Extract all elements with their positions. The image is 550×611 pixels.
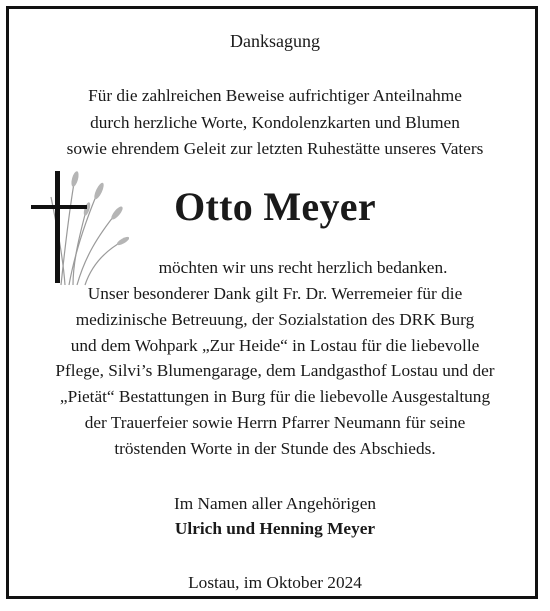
intro-line-3: sowie ehrendem Geleit zur letzten Ruhestätte unseres Vaters [66, 139, 484, 158]
deceased-name: Otto Meyer [174, 184, 376, 229]
place-date: Lostau, im Oktober 2024 [188, 573, 362, 592]
body-line-4: und dem Wohpark „Zur Heide“ in Lostau für die liebevolle [70, 336, 480, 355]
body-line-3: medizinische Betreuung, der Sozialstation des DRK Burg [75, 310, 475, 329]
notice-title: Danksagung [230, 31, 320, 51]
body-line-8: tröstenden Worte in der Stunde des Abschieds. [114, 439, 436, 458]
body-line-1: möchten wir uns recht herzlich bedanken. [158, 258, 448, 277]
body-line-5: Pflege, Silvi’s Blumengarage, dem Landgasthof Lostau und der [55, 361, 495, 380]
obituary-card [6, 6, 538, 599]
signers-line: Ulrich und Henning Meyer [174, 519, 376, 538]
body-line-7: der Trauerfeier sowie Herrn Pfarrer Neumann für seine [84, 413, 466, 432]
body-line-6: „Pietät“ Bestattungen in Burg für die liebevolle Ausgestaltung [59, 387, 491, 406]
body-line-2: Unser besonderer Dank gilt Fr. Dr. Werremeier für die [87, 284, 463, 303]
intro-line-1: Für die zahlreichen Beweise aufrichtiger Anteilnahme [88, 86, 462, 105]
intro-line-2: durch herzliche Worte, Kondolenzkarten und Blumen [90, 113, 460, 132]
signoff-line: Im Namen aller Angehörigen [173, 494, 377, 513]
